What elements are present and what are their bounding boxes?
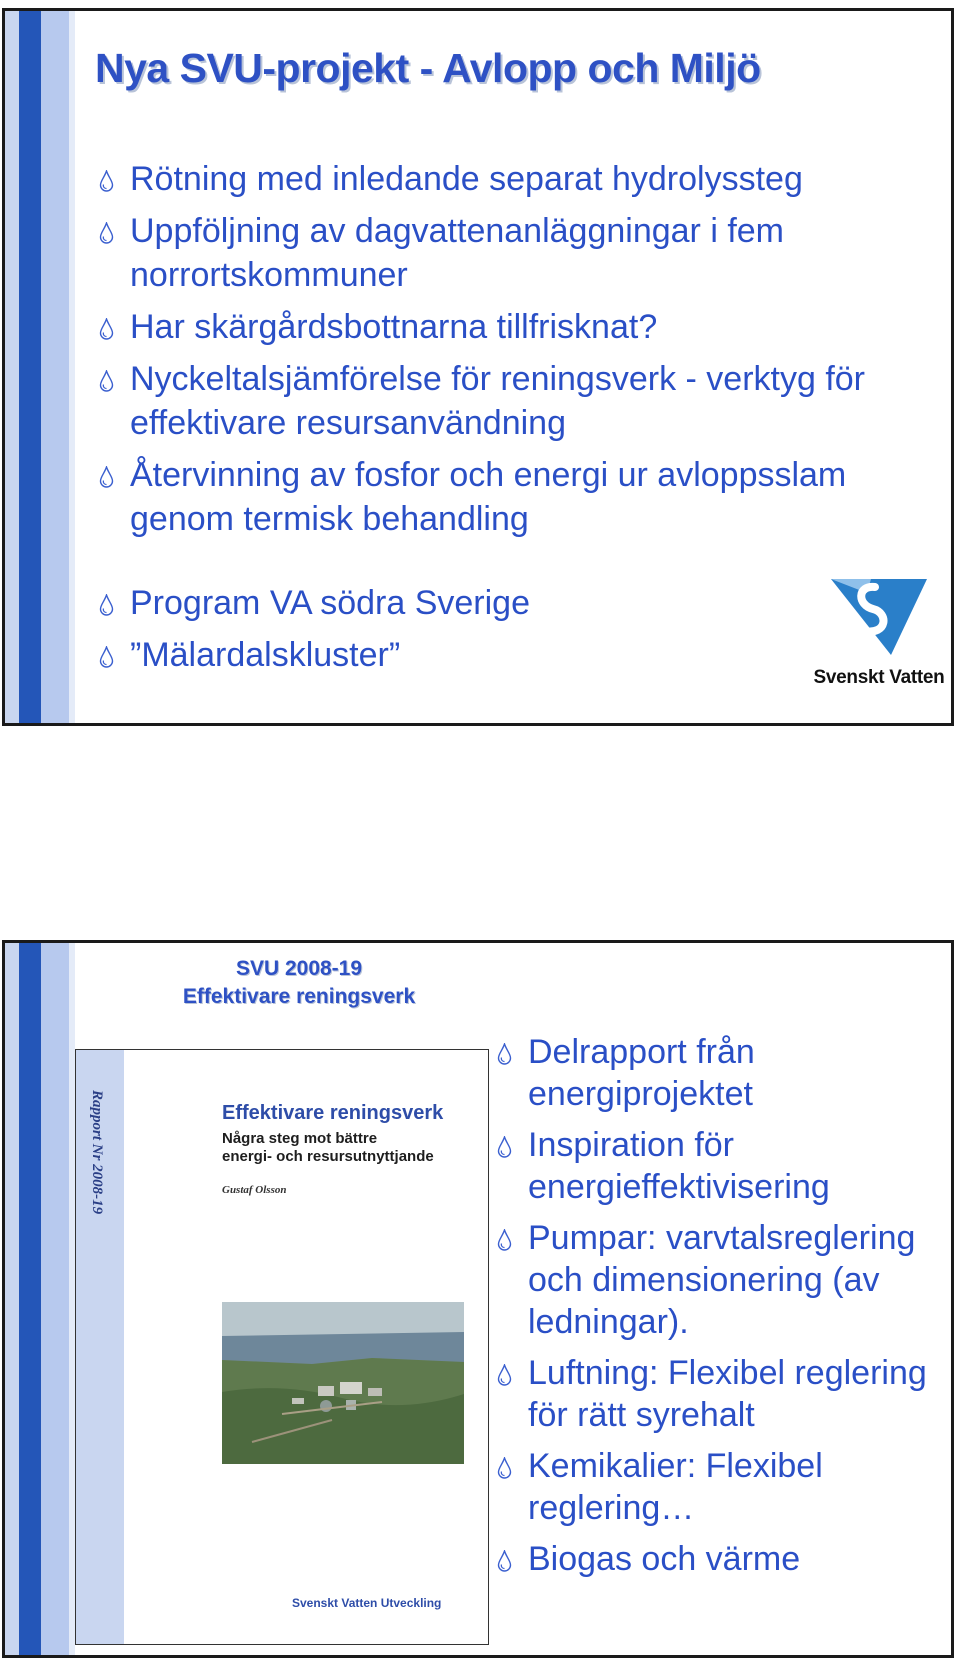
water-drop-icon xyxy=(99,646,114,668)
project-list xyxy=(97,157,927,685)
stripe-pale xyxy=(69,11,75,723)
list-item-text: Återvinning av fosfor och energi ur avloppsslam genom termisk behandling xyxy=(130,456,847,538)
list-item xyxy=(495,1031,935,1115)
list-item xyxy=(97,453,927,541)
list-item xyxy=(495,1217,935,1343)
list-item-text: Rötning med inledande separat hydrolyssteg xyxy=(130,160,803,198)
report-title-caption: Effektivare reningsverk xyxy=(182,985,416,1008)
logo-mark-icon xyxy=(831,573,927,663)
water-drop-icon xyxy=(99,370,114,392)
report-highlights-list xyxy=(495,1031,935,1589)
cover-subtitle-line1: Några steg mot bättre xyxy=(222,1130,378,1147)
slide-1 xyxy=(2,8,954,726)
water-drop-icon xyxy=(497,1136,512,1158)
stripe-dark xyxy=(19,943,41,1655)
list-item-text: ”Mälardalskluster” xyxy=(130,636,401,674)
cover-subtitle-line2: energi- och resursutnyttjande xyxy=(222,1148,434,1165)
list-item-text: Inspiration för energieffektivisering xyxy=(528,1126,830,1206)
list-item-text: Luftning: Flexibel reglering för rätt syrehalt xyxy=(528,1354,927,1434)
list-item-text: Program VA södra Sverige xyxy=(130,584,530,622)
list-item xyxy=(97,157,927,201)
svenskt-vatten-logo xyxy=(809,573,949,693)
water-drop-icon xyxy=(99,594,114,616)
list-item xyxy=(97,581,927,625)
list-item-text: Delrapport från energiprojektet xyxy=(528,1033,755,1113)
report-number-caption: SVU 2008-19 xyxy=(235,957,363,980)
list-item-text: Har skärgårdsbottnarna tillfrisknat? xyxy=(130,308,658,346)
list-item xyxy=(97,357,927,445)
water-drop-icon xyxy=(497,1229,512,1251)
water-drop-icon xyxy=(99,170,114,192)
list-item-text: Kemikalier: Flexibel reglering… xyxy=(528,1447,823,1527)
slide-title: Nya SVU-projekt - Avlopp och Miljö xyxy=(95,45,761,91)
stripe-light xyxy=(5,943,19,1655)
cover-title: Effektivare reningsverk xyxy=(222,1102,444,1124)
list-item xyxy=(97,633,927,677)
aerial-photo-image xyxy=(222,1302,464,1464)
list-item xyxy=(97,209,927,297)
slide-2 xyxy=(2,940,954,1658)
list-item-text: Uppföljning av dagvattenanläggningar i fem norrortskommuner xyxy=(130,212,785,294)
list-item xyxy=(495,1124,935,1208)
stripe-dark xyxy=(19,11,41,723)
stripe-light-wide xyxy=(41,11,69,723)
list-item-text: Biogas och värme xyxy=(528,1540,801,1578)
stripe-light-wide xyxy=(41,943,69,1655)
water-drop-icon xyxy=(497,1457,512,1479)
list-item xyxy=(495,1538,935,1580)
list-item xyxy=(97,305,927,349)
water-drop-icon xyxy=(497,1043,512,1065)
water-drop-icon xyxy=(99,466,114,488)
list-item xyxy=(495,1352,935,1436)
water-drop-icon xyxy=(99,318,114,340)
stripe-light xyxy=(5,11,19,723)
report-cover xyxy=(75,1049,489,1645)
logo-text: Svenskt Vatten xyxy=(813,667,945,688)
water-drop-icon xyxy=(99,222,114,244)
water-drop-icon xyxy=(497,1364,512,1386)
cover-publisher: Svenskt Vatten Utveckling xyxy=(292,1596,442,1610)
water-drop-icon xyxy=(497,1550,512,1572)
list-item xyxy=(495,1445,935,1529)
cover-author: Gustaf Olsson xyxy=(222,1184,287,1196)
list-item-text: Pumpar: varvtalsreglering och dimensionering (av ledningar). xyxy=(528,1219,916,1341)
cover-spine-text: Rapport Nr 2008-19 xyxy=(89,1090,105,1215)
list-item-text: Nyckeltalsjämförelse för reningsverk - verktyg för effektivare resursanvändning xyxy=(130,360,866,442)
